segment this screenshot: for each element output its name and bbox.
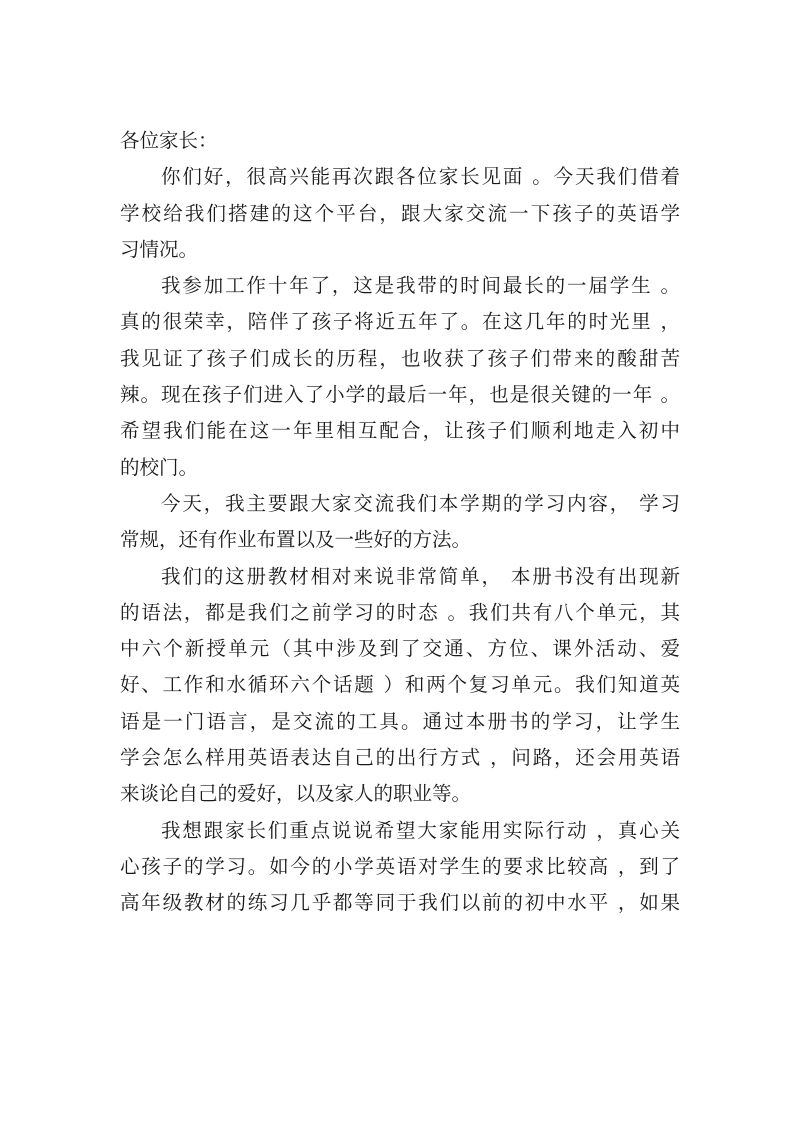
- paragraph-line: 我参加工作十年了，这是我带的时间最长的一届学生 。: [161, 274, 680, 298]
- paragraph-line: 中六个新授单元（其中涉及到了交通、方位、课外活动、爱: [120, 637, 680, 661]
- paragraph-textbook: [120, 559, 680, 813]
- paragraph-line: 真的很荣幸，陪伴了孩子将近五年了。在这几年的时光里 ，: [120, 310, 680, 334]
- paragraph-line: 的语法，都是我们之前学习的时态 。我们共有八个单元，其: [120, 600, 680, 624]
- paragraph-line: 我想跟家长们重点说说希望大家能用实际行动 ，真心关: [161, 818, 680, 842]
- paragraph-line: 习情况。: [120, 237, 199, 261]
- paragraph-line: 学会怎么样用英语表达自己的出行方式 ，问路，还会用英语: [120, 746, 680, 770]
- paragraph-line: 希望我们能在这一年里相互配合，让孩子们顺利地走入初中: [120, 419, 680, 443]
- salutation: 各位家长：: [120, 129, 218, 152]
- paragraph-line: 高年级教材的练习几乎都等同于我们以前的初中水平 ，如果: [120, 891, 680, 915]
- paragraph-greeting: [120, 159, 680, 268]
- paragraph-line: 我见证了孩子们成长的历程，也收获了孩子们带来的酸甜苦: [120, 346, 680, 370]
- paragraph-experience: [120, 268, 680, 486]
- paragraph-line: 学校给我们搭建的这个平台，跟大家交流一下孩子的英语学: [120, 201, 680, 225]
- paragraph-topics: [120, 486, 680, 559]
- paragraph-line: 常规，还有作业布置以及一些好的方法。: [120, 528, 472, 552]
- paragraph-line: 来谈论自己的爱好，以及家人的职业等。: [120, 782, 472, 806]
- paragraph-line: 辣。现在孩子们进入了小学的最后一年，也是很关键的一年 。: [120, 383, 680, 407]
- paragraph-line: 你们好，很高兴能再次跟各位家长见面 。今天我们借着: [161, 165, 680, 189]
- paragraph-line: 语是一门语言，是交流的工具。通过本册书的学习，让学生: [120, 709, 680, 733]
- paragraph-line: 今天，我主要跟大家交流我们本学期的学习内容， 学习: [161, 491, 680, 515]
- paragraph-line: 我们的这册教材相对来说非常简单， 本册书没有出现新: [161, 564, 680, 588]
- letter-body: [120, 123, 680, 922]
- paragraph-line: 好、工作和水循环六个话题 ）和两个复习单元。我们知道英: [120, 673, 680, 697]
- paragraph-request: [120, 813, 680, 922]
- paragraph-line: 的校门。: [120, 455, 199, 479]
- paragraph-line: 心孩子的学习。如今的小学英语对学生的要求比较高 ，到了: [120, 854, 680, 878]
